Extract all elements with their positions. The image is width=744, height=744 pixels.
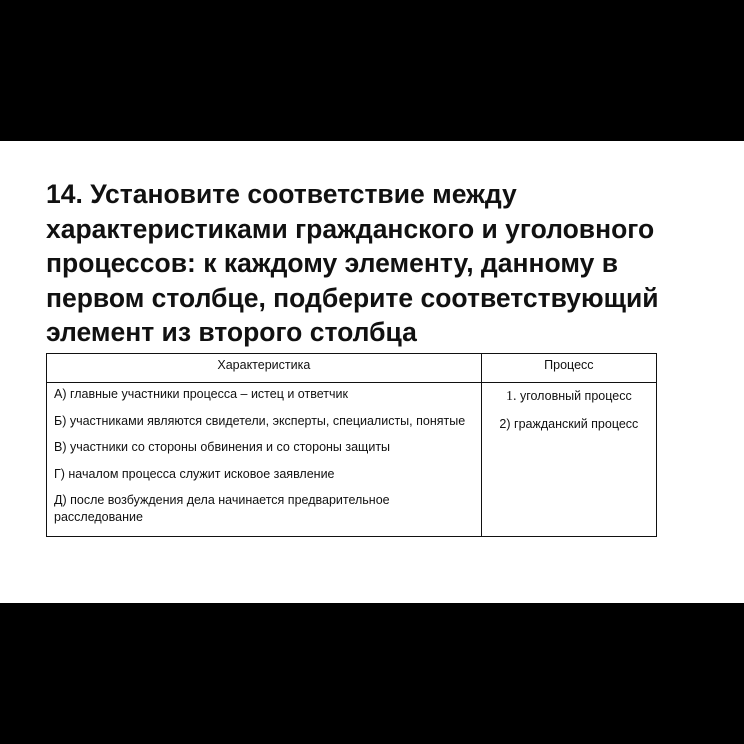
characteristics-cell [47, 383, 482, 537]
characteristic-item-b: Б) участниками являются свидетели, эксперты, специалисты, понятые [54, 413, 466, 428]
process-item-1 [486, 388, 652, 406]
characteristic-item-d: Д) после возбуждения дела начинается предварительное расследование [54, 493, 390, 524]
process-number: 1. [505, 389, 517, 404]
header-process: Процесс [481, 354, 656, 383]
process-item-2 [486, 416, 652, 433]
header-characteristic: Характеристика [47, 354, 482, 383]
process-label: гражданский процесс [514, 416, 639, 431]
document-area [0, 141, 744, 603]
characteristic-item-a: А) главные участники процесса – истец и ответчик [54, 387, 348, 401]
table-header-row [47, 354, 657, 383]
process-number: 2) [499, 416, 511, 431]
matching-table [46, 353, 657, 537]
processes-cell [481, 383, 656, 537]
table-body-row [47, 383, 657, 537]
characteristic-item-g: Г) началом процесса служит исковое заявление [54, 466, 335, 481]
characteristic-item-v: В) участники со стороны обвинения и со стороны защиты [54, 440, 391, 454]
question-text: 14. Установите соответствие между характеристиками гражданского и уголовного процессов: к каждому элементу, данному в первом столбце, подберите соответствующий элемент из второго столбца [46, 179, 659, 347]
process-label: уголовный процесс [519, 389, 632, 403]
